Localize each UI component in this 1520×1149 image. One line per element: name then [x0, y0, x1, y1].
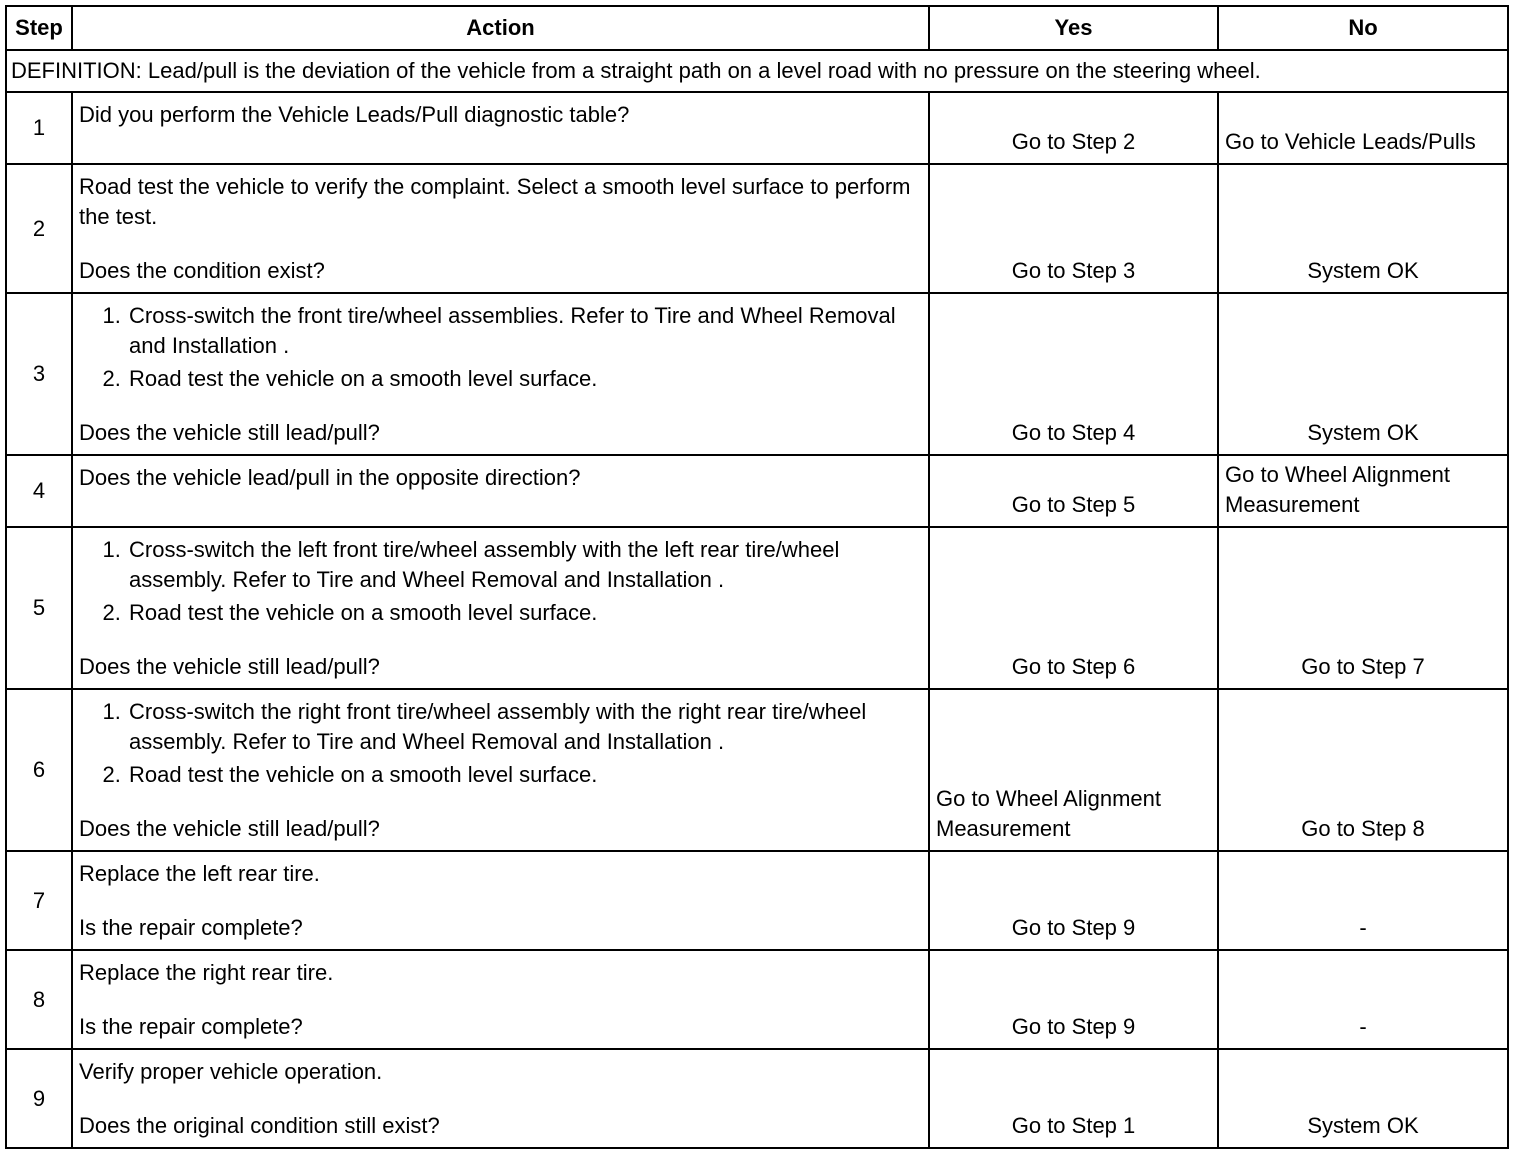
yes-cell: Go to Step 1	[929, 1049, 1218, 1148]
action-text: Replace the left rear tire.	[79, 861, 320, 886]
list-item: 2. Road test the vehicle on a smooth level surface.	[127, 364, 922, 394]
list-item: 1. Cross-switch the left front tire/wheel assembly with the left rear tire/wheel assembly. Refer to Tire and Wheel Removal and Installation .	[127, 535, 922, 595]
header-no: No	[1218, 6, 1508, 50]
action-text: Does the vehicle lead/pull in the opposite direction?	[79, 465, 581, 490]
yes-cell: Go to Wheel Alignment Measurement	[929, 689, 1218, 851]
no-cell: -	[1218, 851, 1508, 950]
action-cell	[72, 950, 929, 1049]
no-cell: System OK	[1218, 293, 1508, 455]
header-step: Step	[6, 6, 72, 50]
action-cell	[72, 92, 929, 164]
action-cell	[72, 1049, 929, 1148]
table-row	[6, 851, 1508, 950]
action-question: Does the vehicle still lead/pull?	[79, 816, 380, 841]
header-action: Action	[72, 6, 929, 50]
action-text: Did you perform the Vehicle Leads/Pull diagnostic table?	[79, 102, 630, 127]
no-cell: -	[1218, 950, 1508, 1049]
yes-cell: Go to Step 3	[929, 164, 1218, 293]
table-row	[6, 689, 1508, 851]
action-list	[79, 535, 922, 628]
action-cell	[72, 455, 929, 527]
action-list	[79, 697, 922, 790]
table-row	[6, 92, 1508, 164]
yes-cell: Go to Step 5	[929, 455, 1218, 527]
step-number: 4	[6, 455, 72, 527]
yes-cell: Go to Step 4	[929, 293, 1218, 455]
definition-text: DEFINITION: Lead/pull is the deviation of the vehicle from a straight path on a level road with no pressure on the steering wheel.	[6, 50, 1508, 92]
no-cell: System OK	[1218, 164, 1508, 293]
table-row	[6, 950, 1508, 1049]
table-row	[6, 164, 1508, 293]
action-question: Does the vehicle still lead/pull?	[79, 654, 380, 679]
table-row	[6, 527, 1508, 689]
step-number: 2	[6, 164, 72, 293]
step-number: 3	[6, 293, 72, 455]
no-cell: Go to Step 7	[1218, 527, 1508, 689]
step-number: 9	[6, 1049, 72, 1148]
action-cell	[72, 293, 929, 455]
yes-cell: Go to Step 2	[929, 92, 1218, 164]
list-item: 1. Cross-switch the right front tire/wheel assembly with the right rear tire/wheel assembly. Refer to Tire and Wheel Removal and Installation .	[127, 697, 922, 757]
action-question: Is the repair complete?	[79, 915, 303, 940]
action-cell	[72, 689, 929, 851]
action-question: Does the vehicle still lead/pull?	[79, 420, 380, 445]
action-text: Replace the right rear tire.	[79, 960, 334, 985]
action-text: Road test the vehicle to verify the complaint. Select a smooth level surface to perform the test.	[79, 174, 911, 229]
no-cell: Go to Vehicle Leads/Pulls	[1218, 92, 1508, 164]
step-number: 6	[6, 689, 72, 851]
header-yes: Yes	[929, 6, 1218, 50]
action-cell	[72, 527, 929, 689]
yes-cell: Go to Step 9	[929, 950, 1218, 1049]
table-row	[6, 1049, 1508, 1148]
step-number: 5	[6, 527, 72, 689]
step-number: 7	[6, 851, 72, 950]
yes-cell: Go to Step 6	[929, 527, 1218, 689]
table-row	[6, 293, 1508, 455]
action-list	[79, 301, 922, 394]
list-item: 1. Cross-switch the front tire/wheel assemblies. Refer to Tire and Wheel Removal and Installation .	[127, 301, 922, 361]
definition-row	[6, 50, 1508, 92]
action-cell	[72, 851, 929, 950]
action-question: Does the original condition still exist?	[79, 1113, 440, 1138]
step-number: 1	[6, 92, 72, 164]
no-cell: System OK	[1218, 1049, 1508, 1148]
action-cell	[72, 164, 929, 293]
no-cell: Go to Wheel Alignment Measurement	[1218, 455, 1508, 527]
action-question: Does the condition exist?	[79, 258, 325, 283]
list-item: 2. Road test the vehicle on a smooth level surface.	[127, 598, 922, 628]
step-number: 8	[6, 950, 72, 1049]
action-text: Verify proper vehicle operation.	[79, 1059, 383, 1084]
diagnostic-table	[5, 5, 1509, 1149]
no-cell: Go to Step 8	[1218, 689, 1508, 851]
action-question: Is the repair complete?	[79, 1014, 303, 1039]
list-item: 2. Road test the vehicle on a smooth level surface.	[127, 760, 922, 790]
header-row	[6, 6, 1508, 50]
table-row	[6, 455, 1508, 527]
yes-cell: Go to Step 9	[929, 851, 1218, 950]
